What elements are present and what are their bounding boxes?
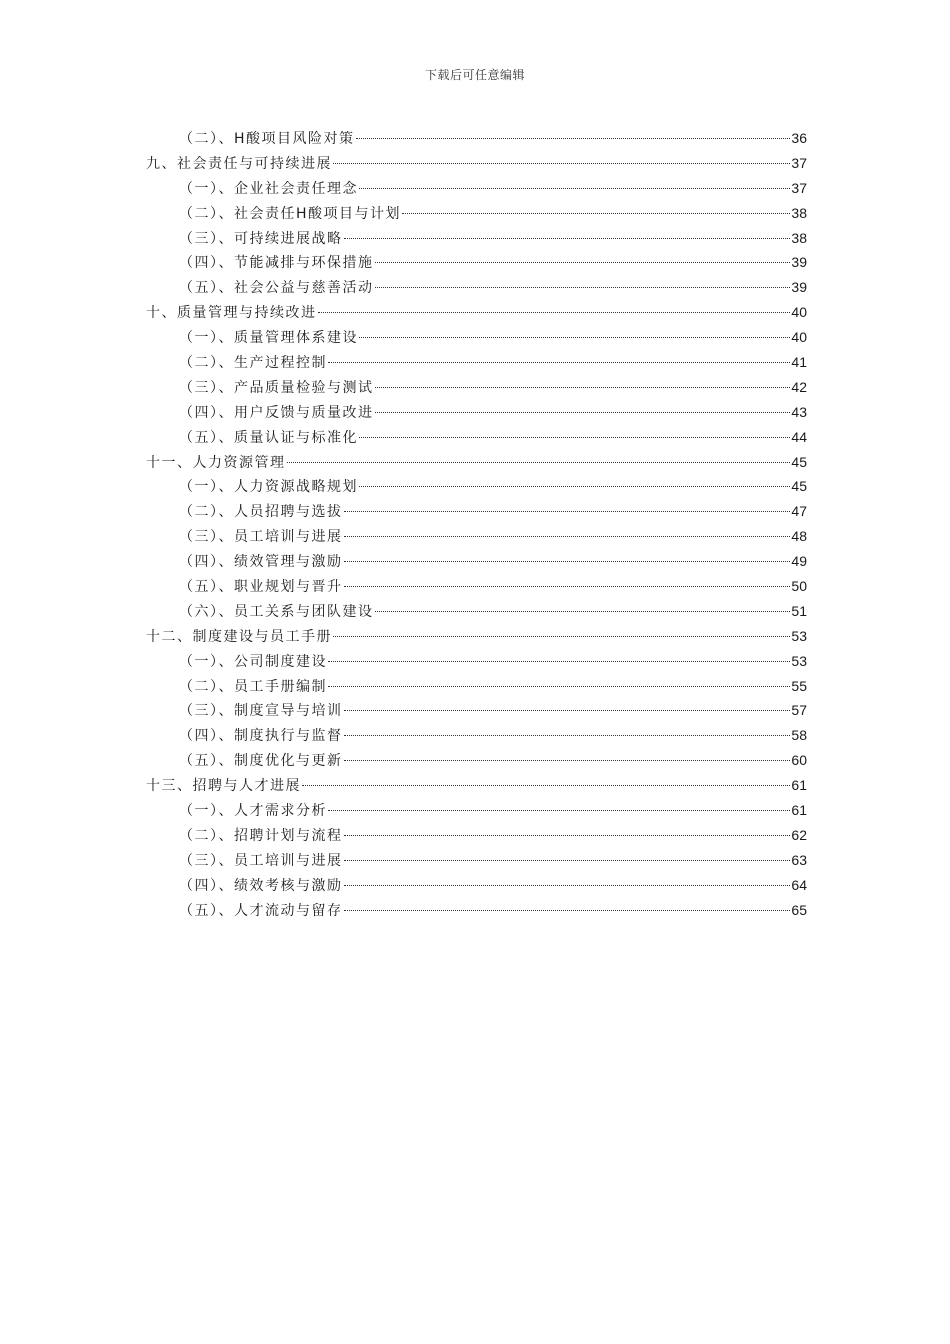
toc-page-number: 36 bbox=[791, 130, 807, 146]
toc-entry-title: （四）、制度执行与监督 bbox=[179, 728, 343, 745]
toc-page-number: 41 bbox=[791, 354, 807, 371]
toc-chapter-entry[interactable] bbox=[146, 300, 807, 325]
toc-section-entry[interactable] bbox=[146, 599, 807, 624]
toc-entry-title: （五）、制度优化与更新 bbox=[179, 753, 343, 770]
toc-dot-leader bbox=[318, 312, 791, 313]
toc-dot-leader bbox=[359, 188, 790, 189]
toc-section-entry[interactable] bbox=[146, 574, 807, 599]
toc-section-entry[interactable] bbox=[146, 325, 807, 350]
toc-dot-leader bbox=[302, 785, 790, 786]
toc-section-entry[interactable] bbox=[146, 823, 807, 848]
toc-dot-leader bbox=[344, 511, 791, 512]
toc-dot-leader bbox=[356, 138, 791, 139]
toc-section-entry[interactable] bbox=[146, 425, 807, 450]
toc-section-entry[interactable] bbox=[146, 798, 807, 823]
toc-dot-leader bbox=[333, 163, 790, 164]
toc-section-entry[interactable] bbox=[146, 176, 807, 201]
toc-page-number: 44 bbox=[791, 428, 807, 445]
toc-section-entry[interactable] bbox=[146, 126, 807, 151]
toc-section-entry[interactable] bbox=[146, 201, 807, 226]
toc-page-number: 48 bbox=[791, 528, 807, 545]
toc-entry-title: （二）、生产过程控制 bbox=[179, 355, 327, 372]
toc-dot-leader bbox=[333, 636, 790, 637]
toc-section-entry[interactable] bbox=[146, 350, 807, 375]
toc-dot-leader bbox=[344, 710, 791, 711]
toc-dot-leader bbox=[287, 462, 791, 463]
toc-entry-title: （二）、H酸项目风险对策 bbox=[179, 131, 355, 147]
toc-dot-leader bbox=[344, 910, 791, 911]
toc-dot-leader bbox=[375, 287, 791, 288]
toc-entry-title: （一）、人才需求分析 bbox=[179, 803, 327, 820]
toc-page-number: 40 bbox=[791, 329, 807, 346]
toc-page-number: 39 bbox=[791, 279, 807, 296]
toc-page-number: 45 bbox=[791, 453, 807, 470]
toc-entry-title: （四）、绩效考核与激励 bbox=[179, 877, 343, 894]
toc-dot-leader bbox=[375, 611, 791, 612]
toc-dot-leader bbox=[328, 686, 790, 687]
toc-page-number: 45 bbox=[791, 478, 807, 495]
toc-entry-title: 十一、人力资源管理 bbox=[146, 454, 286, 471]
toc-section-entry[interactable] bbox=[146, 524, 807, 549]
toc-entry-title: （三）、员工培训与进展 bbox=[179, 852, 343, 869]
toc-dot-leader bbox=[344, 586, 791, 587]
toc-section-entry[interactable] bbox=[146, 674, 807, 699]
toc-dot-leader bbox=[344, 885, 791, 886]
toc-dot-leader bbox=[344, 835, 791, 836]
toc-entry-title: （五）、质量认证与标准化 bbox=[179, 429, 358, 446]
toc-entry-title: （五）、社会公益与慈善活动 bbox=[179, 280, 374, 297]
toc-page-number: 64 bbox=[791, 876, 807, 893]
toc-dot-leader bbox=[375, 412, 791, 413]
toc-page-number: 53 bbox=[791, 627, 807, 644]
toc-dot-leader bbox=[375, 262, 791, 263]
toc-page-number: 53 bbox=[791, 652, 807, 669]
toc-section-entry[interactable] bbox=[146, 649, 807, 674]
toc-dot-leader bbox=[344, 238, 791, 239]
page-header: 下载后可任意编辑 bbox=[424, 68, 525, 82]
toc-section-entry[interactable] bbox=[146, 698, 807, 723]
toc-entry-title: （四）、节能减排与环保措施 bbox=[179, 255, 374, 272]
toc-page-number: 37 bbox=[791, 154, 807, 171]
toc-entry-title: （六）、员工关系与团队建设 bbox=[179, 603, 374, 620]
toc-page-number: 49 bbox=[791, 553, 807, 570]
toc-page-number: 39 bbox=[791, 254, 807, 271]
toc-dot-leader bbox=[375, 387, 791, 388]
toc-entry-title: （三）、员工培训与进展 bbox=[179, 529, 343, 546]
toc-dot-leader bbox=[359, 486, 790, 487]
toc-dot-leader bbox=[328, 661, 790, 662]
toc-section-entry[interactable] bbox=[146, 748, 807, 773]
toc-dot-leader bbox=[344, 536, 791, 537]
toc-page-number: 40 bbox=[791, 304, 807, 321]
toc-entry-title: （五）、职业规划与晋升 bbox=[179, 579, 343, 596]
toc-section-entry[interactable] bbox=[146, 226, 807, 251]
toc-entry-title: （四）、绩效管理与激励 bbox=[179, 554, 343, 571]
toc-dot-leader bbox=[344, 561, 791, 562]
toc-entry-title: （二）、人员招聘与选拔 bbox=[179, 504, 343, 521]
toc-entry-title: （五）、人才流动与留存 bbox=[179, 902, 343, 919]
toc-page-number: 38 bbox=[791, 229, 807, 246]
toc-page-number: 55 bbox=[791, 677, 807, 694]
toc-dot-leader bbox=[344, 760, 791, 761]
toc-section-entry[interactable] bbox=[146, 723, 807, 748]
toc-page-number: 62 bbox=[791, 826, 807, 843]
toc-section-entry[interactable] bbox=[146, 474, 807, 499]
toc-section-entry[interactable] bbox=[146, 848, 807, 873]
toc-section-entry[interactable] bbox=[146, 873, 807, 898]
toc-page-number: 42 bbox=[791, 378, 807, 395]
toc-page-number: 37 bbox=[791, 179, 807, 196]
toc-entry-title: 十二、制度建设与员工手册 bbox=[146, 628, 332, 645]
toc-page-number: 60 bbox=[791, 752, 807, 769]
toc-page-number: 51 bbox=[791, 602, 807, 619]
toc-section-entry[interactable] bbox=[146, 400, 807, 425]
toc-page-number: 58 bbox=[791, 727, 807, 744]
toc-page-number: 63 bbox=[791, 851, 807, 868]
toc-chapter-entry[interactable] bbox=[146, 773, 807, 798]
toc-page-number: 43 bbox=[791, 403, 807, 420]
toc-entry-title: （二）、社会责任H酸项目与计划 bbox=[179, 205, 402, 222]
toc-chapter-entry[interactable] bbox=[146, 624, 807, 649]
toc-entry-title: （二）、招聘计划与流程 bbox=[179, 827, 343, 844]
toc-entry-title: （四）、用户反馈与质量改进 bbox=[179, 404, 374, 421]
table-of-contents bbox=[146, 126, 807, 923]
toc-entry-title: （一）、人力资源战略规划 bbox=[179, 479, 358, 496]
toc-entry-title: （一）、企业社会责任理念 bbox=[179, 180, 358, 197]
toc-dot-leader bbox=[359, 337, 790, 338]
toc-entry-title: （一）、质量管理体系建设 bbox=[179, 330, 358, 347]
toc-page-number: 47 bbox=[791, 503, 807, 520]
toc-entry-title: 九、社会责任与可持续进展 bbox=[146, 155, 332, 172]
toc-entry-title: （三）、可持续进展战略 bbox=[179, 230, 343, 247]
toc-chapter-entry[interactable] bbox=[146, 151, 807, 176]
toc-dot-leader bbox=[328, 362, 790, 363]
toc-entry-title: 十、质量管理与持续改进 bbox=[146, 305, 317, 322]
toc-dot-leader bbox=[402, 213, 790, 214]
toc-section-entry[interactable] bbox=[146, 499, 807, 524]
toc-chapter-entry[interactable] bbox=[146, 450, 807, 475]
toc-dot-leader bbox=[344, 860, 791, 861]
toc-page-number: 57 bbox=[791, 702, 807, 719]
toc-section-entry[interactable] bbox=[146, 898, 807, 923]
toc-page-number: 50 bbox=[791, 578, 807, 595]
toc-entry-title: （二）、员工手册编制 bbox=[179, 678, 327, 695]
toc-page-number: 61 bbox=[791, 802, 807, 819]
toc-page-number: 38 bbox=[791, 204, 807, 221]
toc-section-entry[interactable] bbox=[146, 250, 807, 275]
toc-entry-title: （三）、产品质量检验与测试 bbox=[179, 379, 374, 396]
toc-entry-title: 十三、招聘与人才进展 bbox=[146, 778, 301, 795]
toc-page-number: 61 bbox=[791, 777, 807, 794]
toc-entry-title: （一）、公司制度建设 bbox=[179, 653, 327, 670]
toc-page-number: 65 bbox=[791, 901, 807, 918]
toc-dot-leader bbox=[344, 735, 791, 736]
toc-section-entry[interactable] bbox=[146, 549, 807, 574]
toc-dot-leader bbox=[359, 437, 790, 438]
toc-section-entry[interactable] bbox=[146, 275, 807, 300]
toc-dot-leader bbox=[328, 810, 790, 811]
toc-section-entry[interactable] bbox=[146, 375, 807, 400]
toc-entry-title: （三）、制度宣导与培训 bbox=[179, 703, 343, 720]
